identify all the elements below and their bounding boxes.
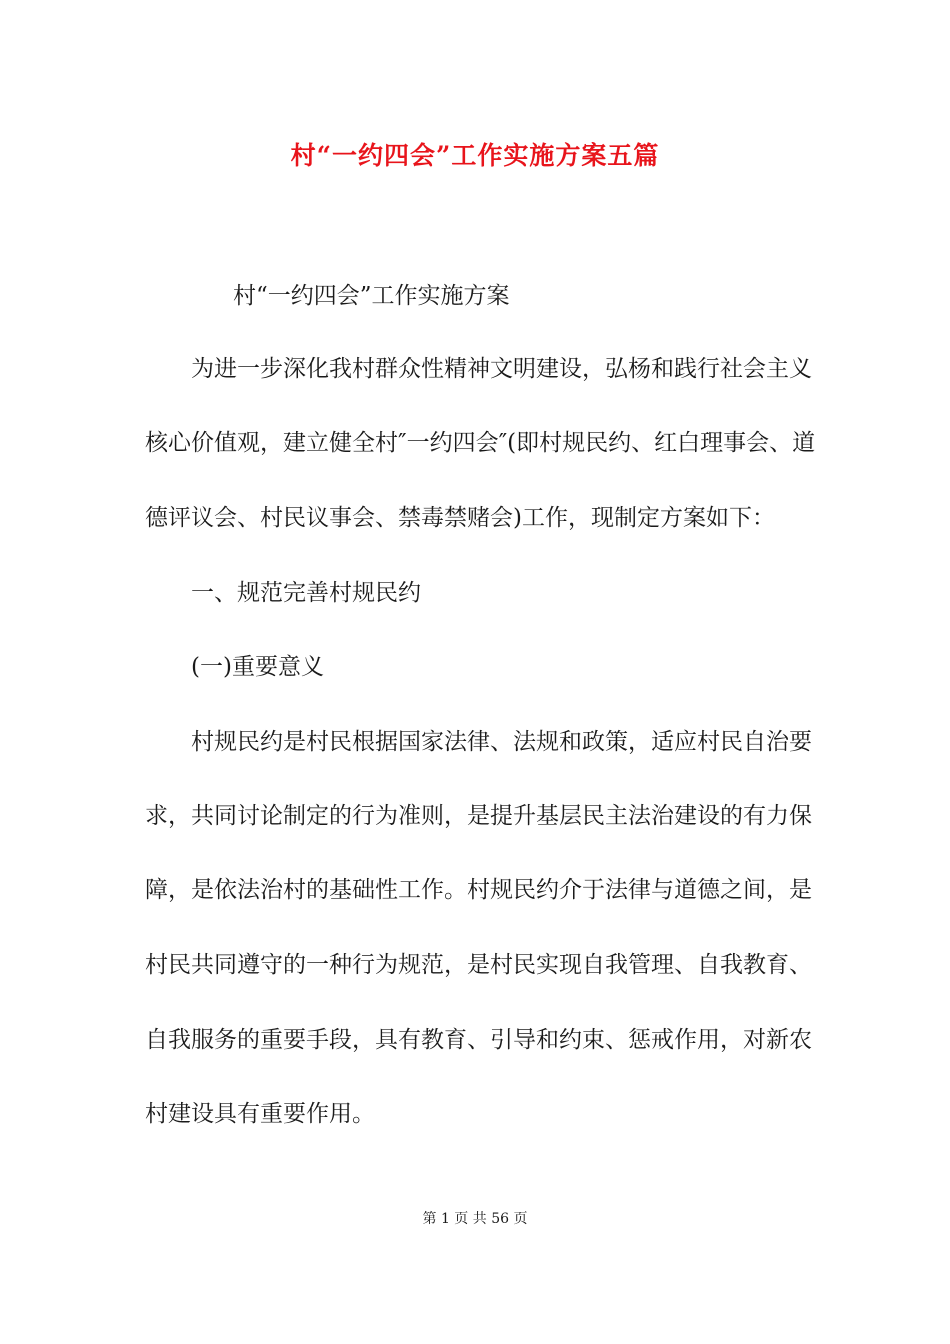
- section-1-heading: 一、规范完善村规民约: [191, 580, 421, 606]
- paragraph-2-line-6: 村建设具有重要作用。: [145, 1101, 375, 1127]
- document-title: 村“一约四会”工作实施方案五篇: [290, 141, 660, 170]
- paragraph-2-line-5: 自我服务的重要手段，具有教育、引导和约束、惩戒作用，对新农: [145, 1027, 812, 1053]
- paragraph-1-line-2: 核心价值观，建立健全村″一约四会″(即村规民约、红白理事会、道: [145, 430, 816, 456]
- paragraph-2-line-4: 村民共同遵守的一种行为规范，是村民实现自我管理、自我教育、: [145, 952, 812, 978]
- paragraph-2-line-3: 障，是依法治村的基础性工作。村规民约介于法律与道德之间，是: [145, 877, 812, 903]
- subsection-1-heading: (一)重要意义: [191, 654, 324, 680]
- page-number-footer: 第 1 页 共 56 页: [422, 1211, 528, 1227]
- paragraph-2-line-2: 求，共同讨论制定的行为准则，是提升基层民主法治建设的有力保: [145, 803, 812, 829]
- paragraph-1-line-1: 为进一步深化我村群众性精神文明建设，弘杨和践行社会主义: [191, 356, 812, 382]
- document-subtitle: 村“一约四会”工作实施方案: [233, 283, 510, 309]
- paragraph-1-line-3: 德评议会、村民议事会、禁毒禁赌会)工作，现制定方案如下：: [145, 505, 775, 531]
- paragraph-2-line-1: 村规民约是村民根据国家法律、法规和政策，适应村民自治要: [191, 729, 812, 755]
